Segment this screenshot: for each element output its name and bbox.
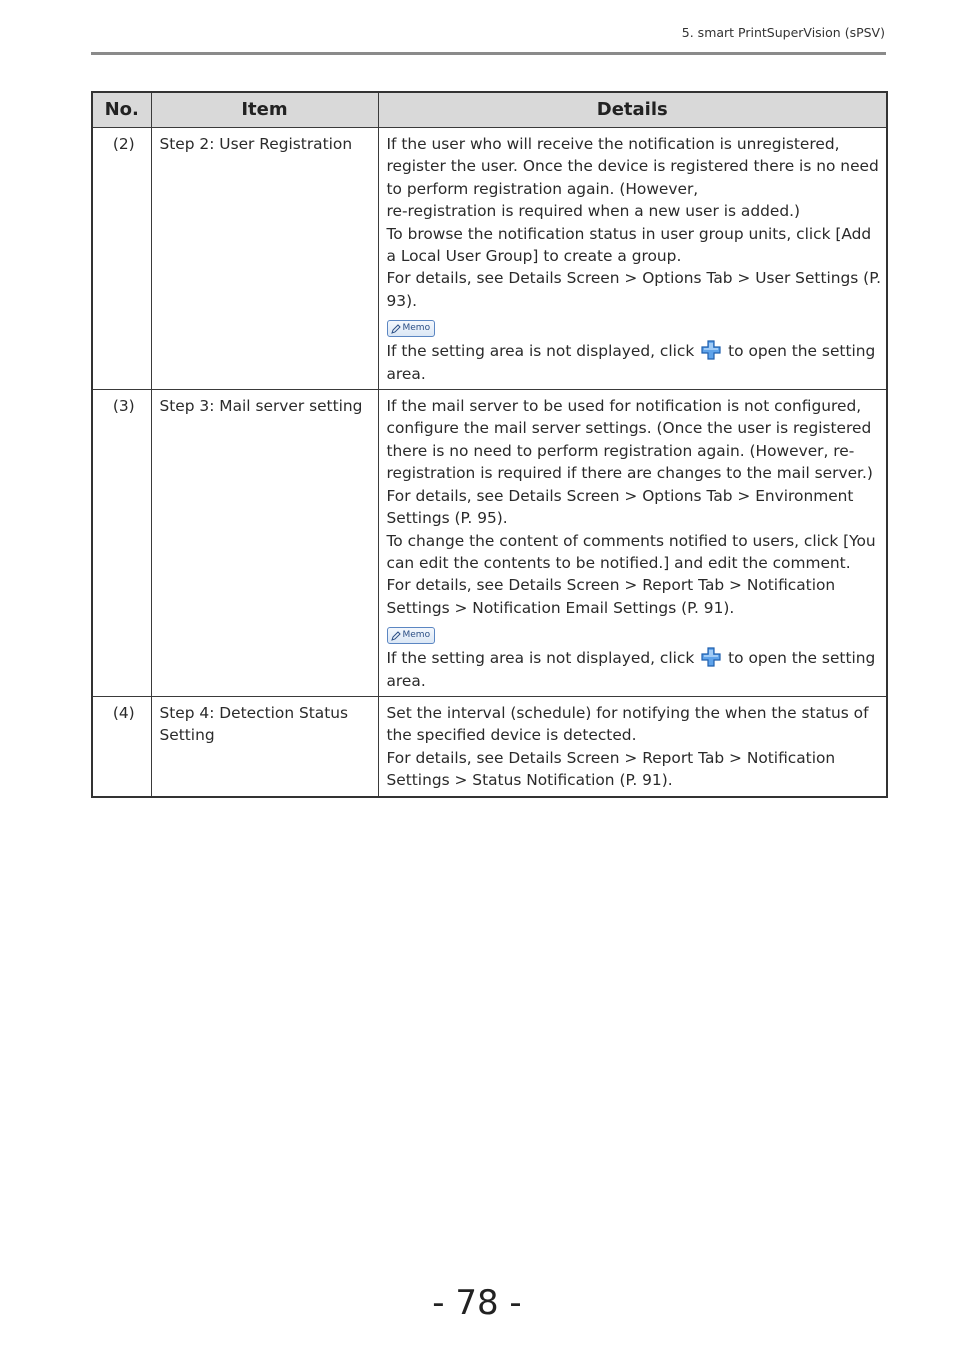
row-number: (4) bbox=[92, 696, 151, 796]
memo-text-before: If the setting area is not displayed, click bbox=[386, 649, 695, 668]
row-item: Step 3: Mail server setting bbox=[151, 390, 378, 697]
row-details bbox=[378, 696, 887, 796]
row-details bbox=[378, 390, 887, 697]
column-header-no: No. bbox=[92, 92, 151, 128]
details-paragraph: For details, see Details Screen > Report Tab > Notification Settings > Status Notification (P. 91). bbox=[386, 748, 836, 790]
table-header-row bbox=[92, 92, 887, 128]
blue-plus-icon bbox=[701, 340, 721, 360]
memo-text-before: If the setting area is not displayed, click bbox=[386, 342, 695, 361]
details-paragraph: For details, see Details Screen > Options Tab > User Settings (P. 93). bbox=[386, 269, 881, 310]
details-paragraph: If the mail server to be used for notification is not configured, configure the mail server settings. (Once the user is registered there is no need to perform registration again. (However, re-registration is required if there are changes to the mail server.) bbox=[386, 397, 873, 483]
row-number: (2) bbox=[92, 128, 151, 390]
column-header-item: Item bbox=[151, 92, 378, 128]
row-details bbox=[378, 128, 887, 390]
memo-label: Memo bbox=[402, 630, 431, 641]
memo-badge bbox=[387, 627, 436, 644]
pencil-memo-icon bbox=[391, 324, 401, 334]
memo-text bbox=[387, 647, 883, 692]
row-item: Step 4: Detection Status Setting bbox=[151, 696, 378, 796]
memo-text-after: to open the setting area. bbox=[386, 649, 876, 690]
memo-badge bbox=[387, 320, 436, 337]
row-number: (3) bbox=[92, 390, 151, 697]
header-rule bbox=[91, 52, 886, 55]
column-header-details: Details bbox=[378, 92, 887, 128]
table-row bbox=[92, 128, 887, 390]
table-row bbox=[92, 696, 887, 796]
section-title: 5. smart PrintSuperVision (sPSV) bbox=[681, 25, 885, 40]
details-paragraph: For details, see Details Screen > Options Tab > Environment Settings (P. 95). bbox=[386, 486, 854, 528]
details-paragraph: Set the interval (schedule) for notifying the when the status of the specified device is detected. bbox=[386, 703, 869, 745]
details-paragraph: For details, see Details Screen > Report Tab > Notification Settings > Notification Email Settings (P. 91). bbox=[386, 576, 836, 617]
steps-table bbox=[91, 91, 888, 798]
details-paragraph: If the user who will receive the notification is unregistered, register the user. Once the device is registered there is no need to perform registration again. (However, bbox=[386, 135, 879, 198]
page-number: - 78 - bbox=[432, 1283, 522, 1323]
memo-text-after: to open the setting area. bbox=[386, 342, 876, 383]
details-paragraph: To change the content of comments notified to users, click [You can edit the contents to be notified.] and edit the comment. bbox=[386, 531, 876, 572]
table-row bbox=[92, 390, 887, 697]
memo-label: Memo bbox=[402, 323, 431, 334]
row-item: Step 2: User Registration bbox=[151, 128, 378, 390]
memo-text bbox=[387, 340, 883, 385]
blue-plus-icon bbox=[701, 647, 721, 667]
pencil-memo-icon bbox=[391, 631, 401, 641]
details-paragraph: re-registration is required when a new user is added.) bbox=[386, 202, 801, 221]
details-paragraph: To browse the notification status in user group units, click [Add a Local User Group] to create a group. bbox=[386, 224, 872, 266]
